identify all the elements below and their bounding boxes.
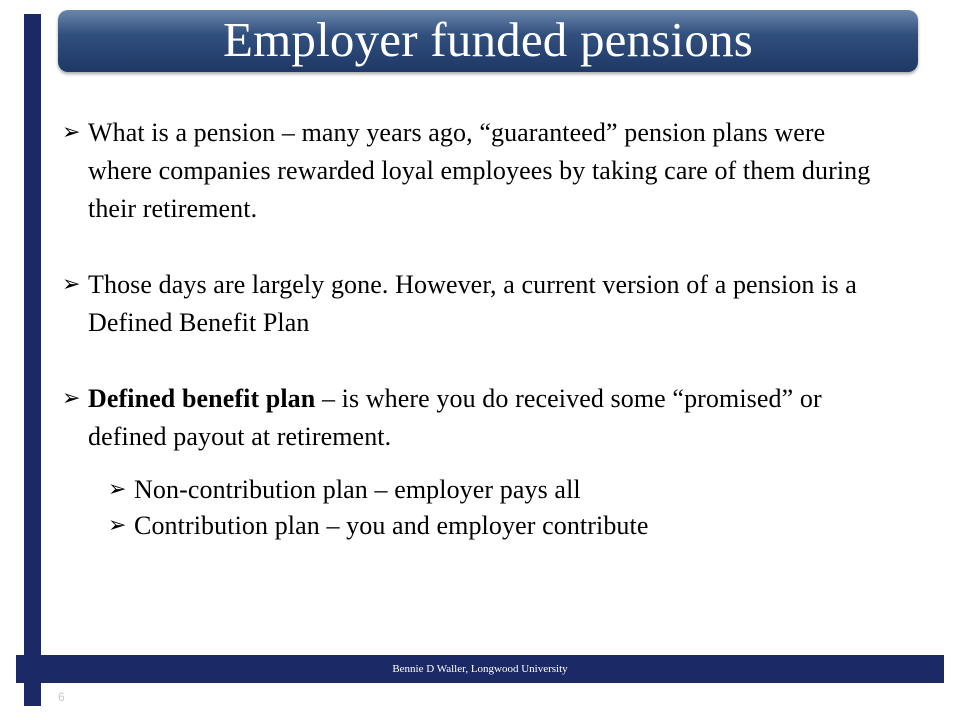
- slide-body: [62, 114, 892, 544]
- footer-credit: Bennie D Waller, Longwood University: [392, 663, 568, 675]
- bullet-item: [62, 266, 892, 342]
- arrow-bullet-icon: ➢: [62, 272, 81, 297]
- sub-bullet-text: Contribution plan – you and employer contribute: [134, 511, 649, 540]
- bullet-item: [62, 114, 892, 228]
- arrow-bullet-icon: ➢: [62, 120, 81, 145]
- sub-bullet-text: Non-contribution plan – employer pays all: [134, 475, 581, 504]
- bullet-bold-term: Defined benefit plan: [88, 384, 316, 413]
- bullet-text: What is a pension – many years ago, “guaranteed” pension plans were where companies rewarded loyal employees by taking care of them during their retirement.: [88, 118, 871, 223]
- slide-number: 6: [58, 690, 65, 704]
- arrow-bullet-icon: ➢: [62, 386, 81, 411]
- arrow-bullet-icon: ➢: [108, 513, 127, 538]
- bullet-text: Those days are largely gone. However, a current version of a pension is a Defined Benefit Plan: [88, 270, 857, 337]
- bullet-text: – is where you do received some “promised” or defined payout at retirement.: [88, 384, 822, 451]
- sub-bullet-item: [108, 508, 892, 544]
- sub-bullet-item: [108, 472, 892, 508]
- arrow-bullet-icon: ➢: [108, 477, 127, 502]
- left-accent-bar: [24, 14, 41, 706]
- bullet-item: [62, 380, 892, 456]
- slide-title: Employer funded pensions: [222, 12, 754, 67]
